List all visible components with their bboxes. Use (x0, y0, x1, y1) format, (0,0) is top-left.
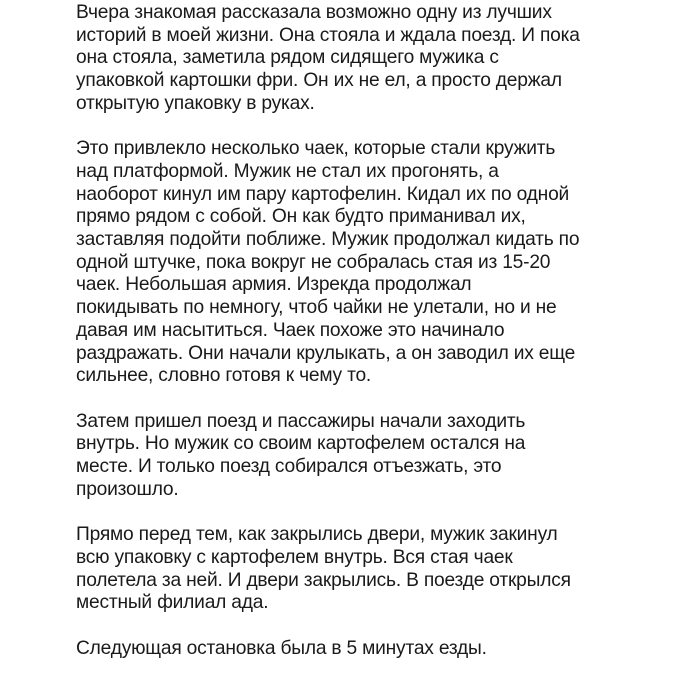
text-line: Прямо перед тем, как закрылись двери, мужик закинул (76, 524, 558, 546)
paragraph-5 (76, 638, 636, 661)
story-text (76, 2, 636, 683)
text-line: упаковкой картошки фри. Он их не ел, а просто держал (76, 70, 562, 92)
text-line: Это привлекло несколько чаек, которые стали кружить (76, 138, 556, 160)
text-line: открытую упаковку в руках. (76, 92, 315, 114)
text-line: местный филиал ада. (76, 592, 269, 614)
text-line: Затем пришел поезд и пассажиры начали заходить (76, 410, 526, 432)
text-line: произошло. (76, 478, 179, 500)
text-line: внутрь. Но мужик со своим картофелем остался на (76, 433, 526, 455)
paragraph-4 (76, 524, 636, 615)
text-line: всю упаковку с картофелем внутрь. Вся стая чаек (76, 546, 513, 568)
text-line: наоборот кинул им пару картофелин. Кидал их по одной (76, 183, 570, 205)
text-line: заставляя подойти поближе. Мужик продолжал кидать по (76, 229, 580, 251)
text-line: полетела за ней. И двери закрылись. В поезде открылся (76, 569, 571, 591)
text-line: одной штучке, пока вокруг не собралась стая из 15-20 (76, 251, 551, 273)
text-line: она стояла, заметила рядом сидящего мужика с (76, 47, 499, 69)
text-line: сильнее, словно готовя к чему то. (76, 365, 372, 387)
text-line: историй в моей жизни. Она стояла и ждала поезд. И пока (76, 24, 580, 46)
text-line: давая им насытиться. Чаек похоже это начинало (76, 319, 505, 341)
text-line: раздражать. Они начали крулыкать, а он заводил их еще (76, 342, 576, 364)
text-line: прямо рядом с собой. Он как будто приманивал их, (76, 206, 526, 228)
text-line: Следующая остановка была в 5 минутах езды. (76, 637, 487, 659)
text-line: над платформой. Мужик не стал их прогонять, а (76, 160, 499, 182)
text-line: Вчера знакомая рассказала возможно одну из лучших (76, 2, 552, 23)
paragraph-1 (76, 2, 636, 116)
paragraph-3 (76, 411, 636, 502)
text-line: месте. И только поезд собирался отъезжать, это (76, 456, 502, 478)
text-line: чаек. Небольшая армия. Изрекда продолжал (76, 274, 472, 296)
paragraph-2 (76, 138, 636, 388)
text-line: покидывать по немногу, чтоб чайки не улетали, но и не (76, 297, 557, 319)
